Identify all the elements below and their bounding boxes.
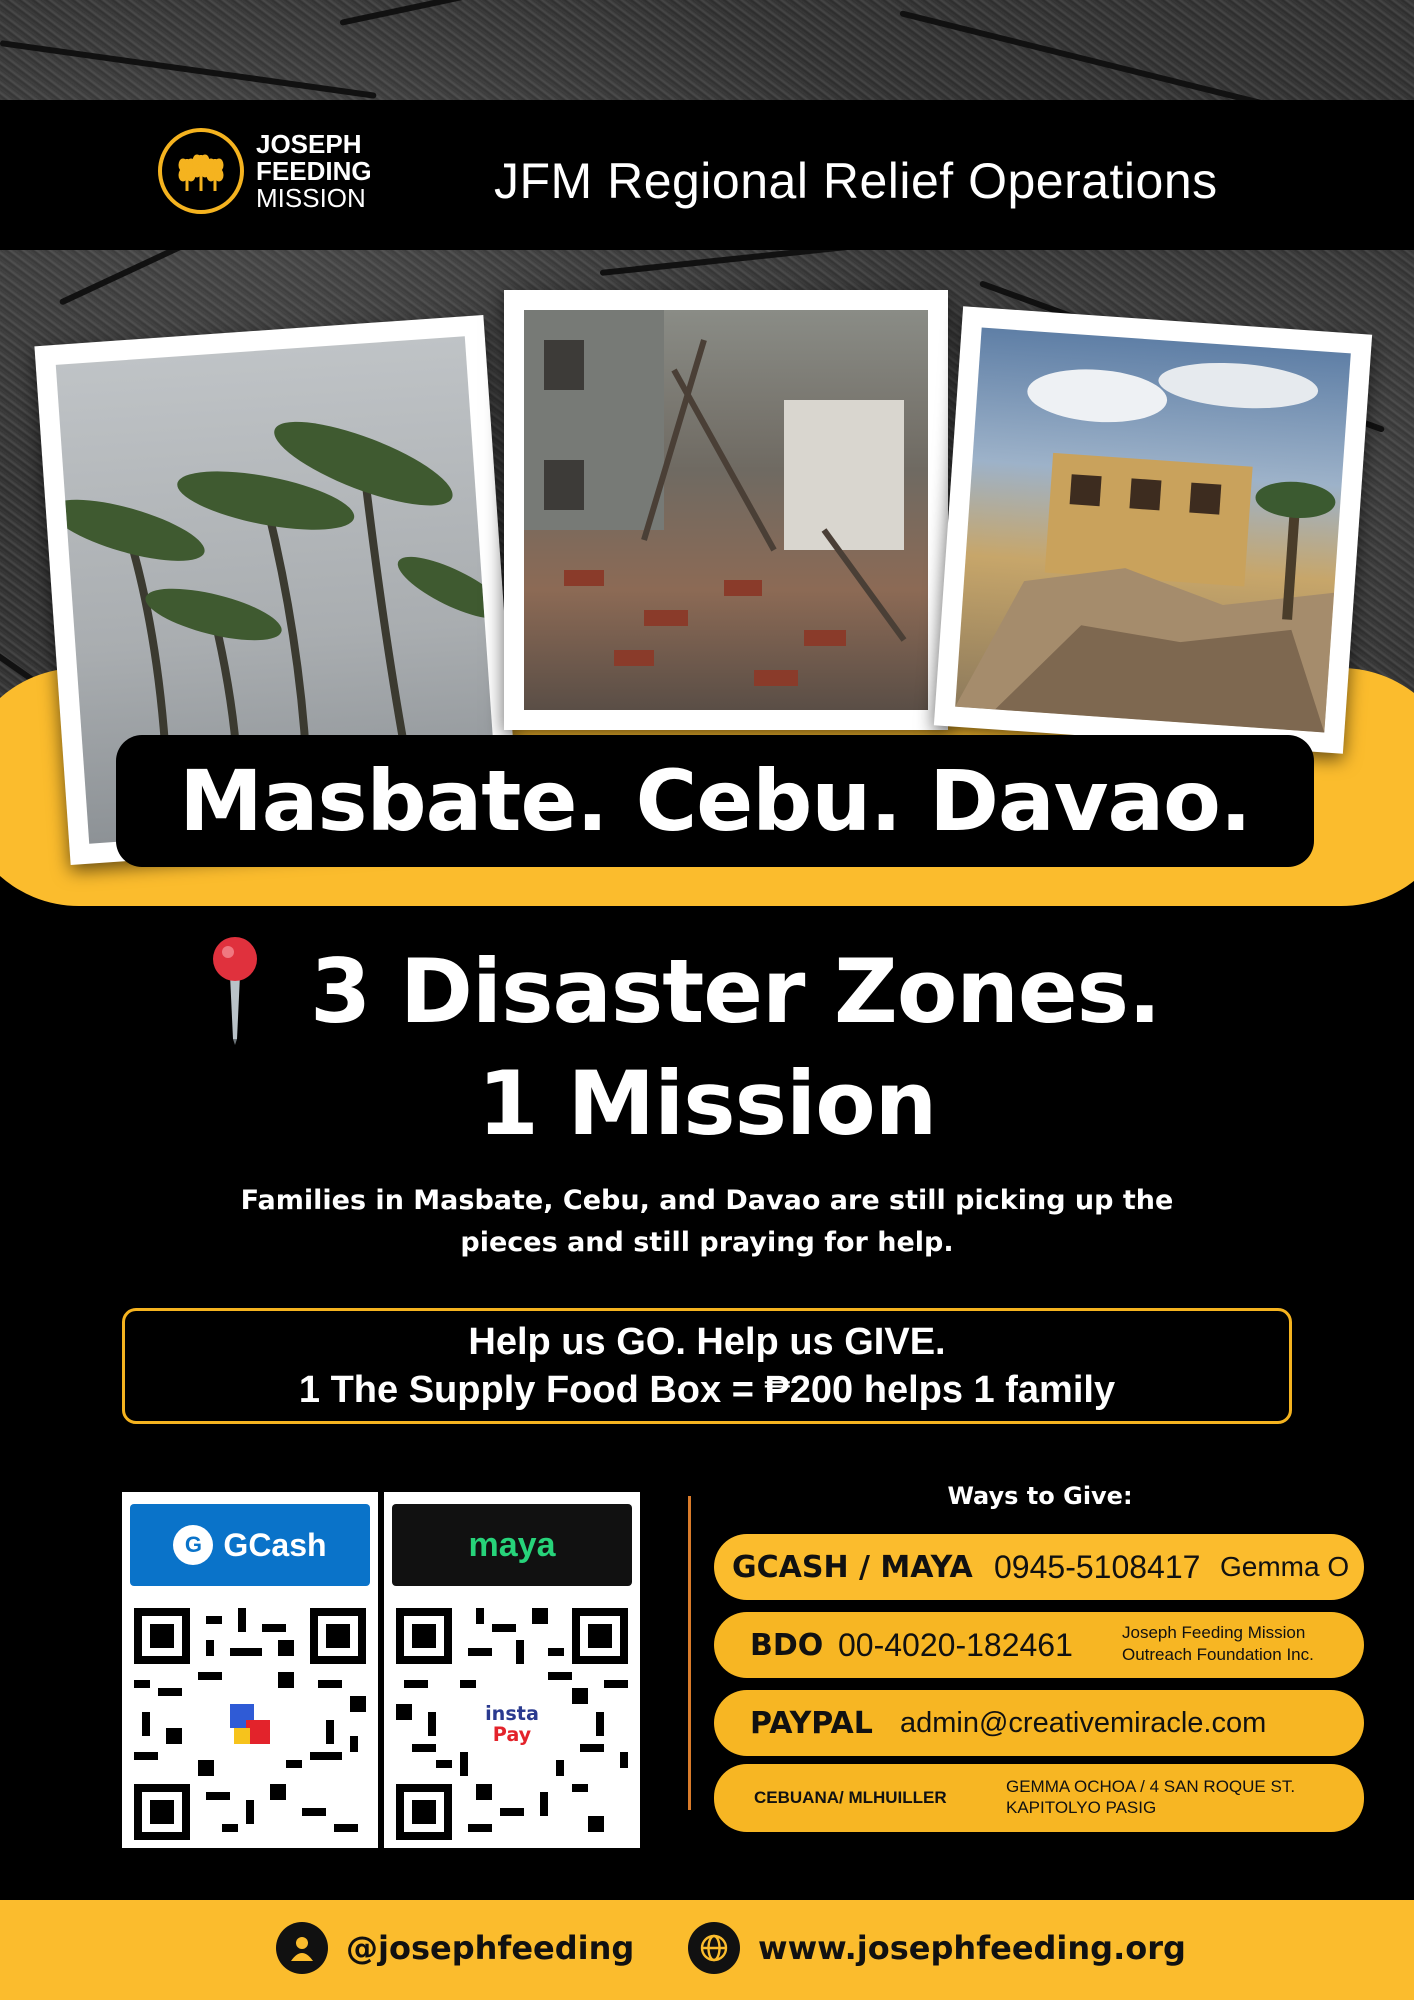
paypal-pill [714, 1690, 1364, 1756]
website-url: www.josephfeeding.org [758, 1929, 1186, 1967]
bdo-label: BDO [750, 1627, 824, 1663]
headline-disaster-zones: 3 Disaster Zones. [310, 940, 1161, 1043]
instapay-logo-top: insta [485, 1702, 539, 1725]
vertical-divider [688, 1496, 691, 1810]
photo-collapsed-building [504, 290, 948, 730]
bdo-account-name-line2: Outreach Foundation Inc. [1122, 1645, 1314, 1664]
cebuana-label: CEBUANA/ MLHUILLER [754, 1788, 947, 1807]
gcash-maya-label: GCASH / MAYA [732, 1549, 973, 1585]
wheat-icon [158, 128, 244, 214]
maya-qr-code[interactable] [396, 1608, 628, 1840]
gcash-header [130, 1504, 370, 1586]
logo-text-joseph: JOSEPH [256, 128, 362, 159]
social-handle: @josephfeeding [346, 1929, 635, 1967]
regions-banner-text: Masbate. Cebu. Davao. [179, 752, 1251, 850]
logo-text-feeding: FEEDING [256, 155, 372, 186]
gcash-maya-name: Gemma O [1220, 1551, 1350, 1582]
instapay-logo-bottom: Pay [492, 1722, 532, 1746]
gcash-label: GCash [223, 1526, 327, 1563]
callout-line1: Help us GO. Help us GIVE. [468, 1321, 946, 1363]
gcash-qr-code[interactable] [134, 1608, 366, 1840]
appeal-text-line1: Families in Masbate, Cebu, and Davao are still picking up the [240, 1185, 1174, 1216]
headline-mission: 1 Mission [477, 1052, 937, 1155]
maya-header [392, 1504, 632, 1586]
gcash-maya-pill [714, 1534, 1364, 1600]
callout-line2: 1 The Supply Food Box = ₱200 helps 1 family [298, 1369, 1116, 1411]
appeal-text [200, 1180, 1214, 1264]
bdo-pill [714, 1612, 1364, 1678]
page-title: JFM Regional Relief Operations [494, 153, 1218, 209]
bdo-account-number: 00-4020-182461 [838, 1626, 1073, 1663]
gcash-maya-number: 0945-5108417 [994, 1548, 1201, 1585]
map-pin-icon [210, 935, 260, 1045]
ways-to-give-title: Ways to Give: [947, 1482, 1133, 1510]
user-icon [276, 1922, 328, 1974]
appeal-text-line2: pieces and still praying for help. [460, 1227, 954, 1258]
globe-icon [688, 1922, 740, 1974]
gcash-qr-panel[interactable] [122, 1492, 378, 1848]
jfm-logo [158, 128, 372, 214]
bdo-account-name-line1: Joseph Feeding Mission [1122, 1623, 1306, 1642]
photo-ruined-buildings [934, 306, 1372, 754]
gcash-logo-icon: G [173, 1525, 213, 1565]
cebuana-pill [714, 1764, 1364, 1832]
website-link[interactable] [688, 1922, 1186, 1974]
regions-banner [116, 735, 1314, 867]
logo-text-mission: MISSION [256, 182, 366, 213]
maya-label: maya [468, 1525, 556, 1564]
donation-callout [122, 1308, 1292, 1424]
paypal-label: PAYPAL [750, 1705, 873, 1741]
cebuana-address-line1: GEMMA OCHOA / 4 SAN ROQUE ST. [1006, 1777, 1296, 1796]
social-handle-link[interactable] [276, 1922, 634, 1974]
cebuana-address-line2: KAPITOLYO PASIG [1006, 1798, 1157, 1817]
maya-qr-panel[interactable] [384, 1492, 640, 1848]
paypal-email[interactable]: admin@creativemiracle.com [900, 1706, 1267, 1739]
